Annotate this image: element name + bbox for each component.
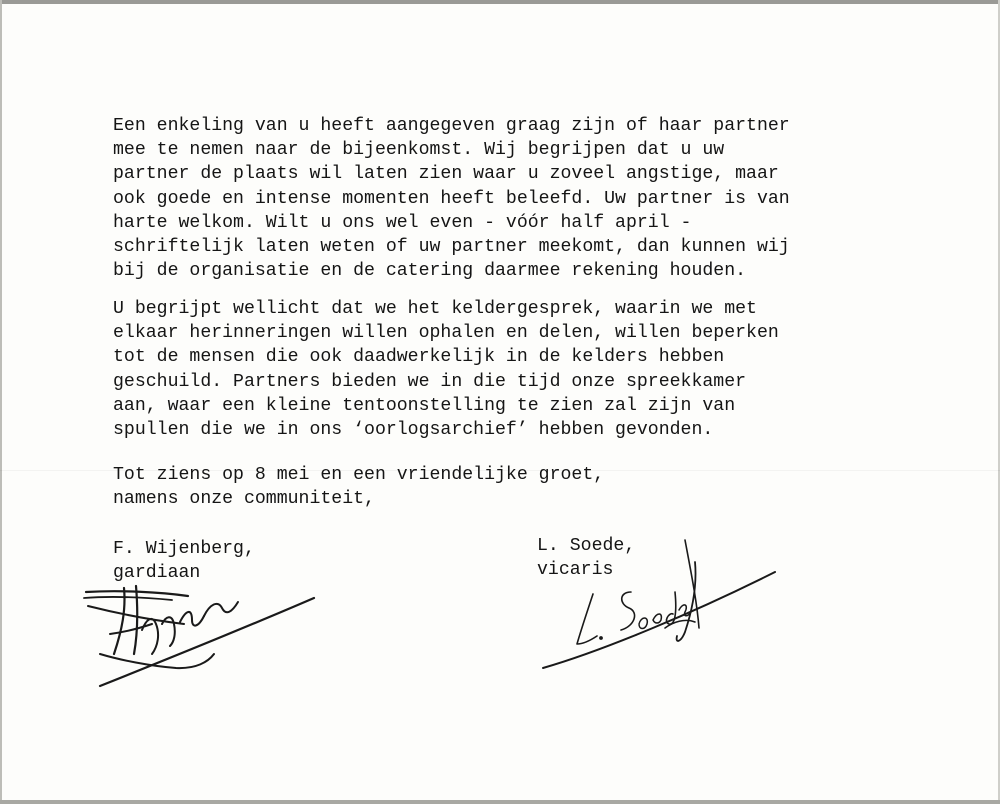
letter-paragraph-partner: Een enkeling van u heeft aangegeven graag zijn of haar partner mee te nemen naar de bijeenkomst. Wij begrijpen dat u uw partner de plaats wil laten zien waar u zoveel angstige, maar ook goede en intense momenten heeft beleefd. Uw partner is van harte welkom. Wilt u ons wel even - vóór half april - schriftelijk laten weten of uw partner meekomt, dan kunnen wij bij de organisatie en de catering daarmee rekening houden. <box>113 116 790 282</box>
scan-edge-bottom <box>0 800 1000 804</box>
signatory-2-name: L. Soede, <box>537 536 636 556</box>
letter-paragraph-keldergesprek: U begrijpt wellicht dat we het keldergesprek, waarin we met elkaar herinneringen willen ophalen en delen, willen beperken tot de mensen die ook daadwerkelijk in de kelders hebben geschuild. Partners bieden we in die tijd onze spreekkamer aan, waar een kleine tentoonstelling te zien zal zijn van spullen die we in ons ‘oorlogsarchief’ hebben gevonden. <box>113 299 779 441</box>
signature-wijenberg <box>80 580 320 695</box>
scan-edge-top <box>0 0 1000 4</box>
signatory-1-name: F. Wijenberg, <box>113 539 255 559</box>
signature-soede <box>535 532 780 672</box>
signatory-2-role: vicaris <box>537 560 614 580</box>
signatory-1-role: gardiaan <box>113 563 201 583</box>
letter-closing: Tot ziens op 8 mei en een vriendelijke groet, namens onze communiteit, <box>113 465 605 510</box>
scan-edge-left <box>0 0 2 804</box>
